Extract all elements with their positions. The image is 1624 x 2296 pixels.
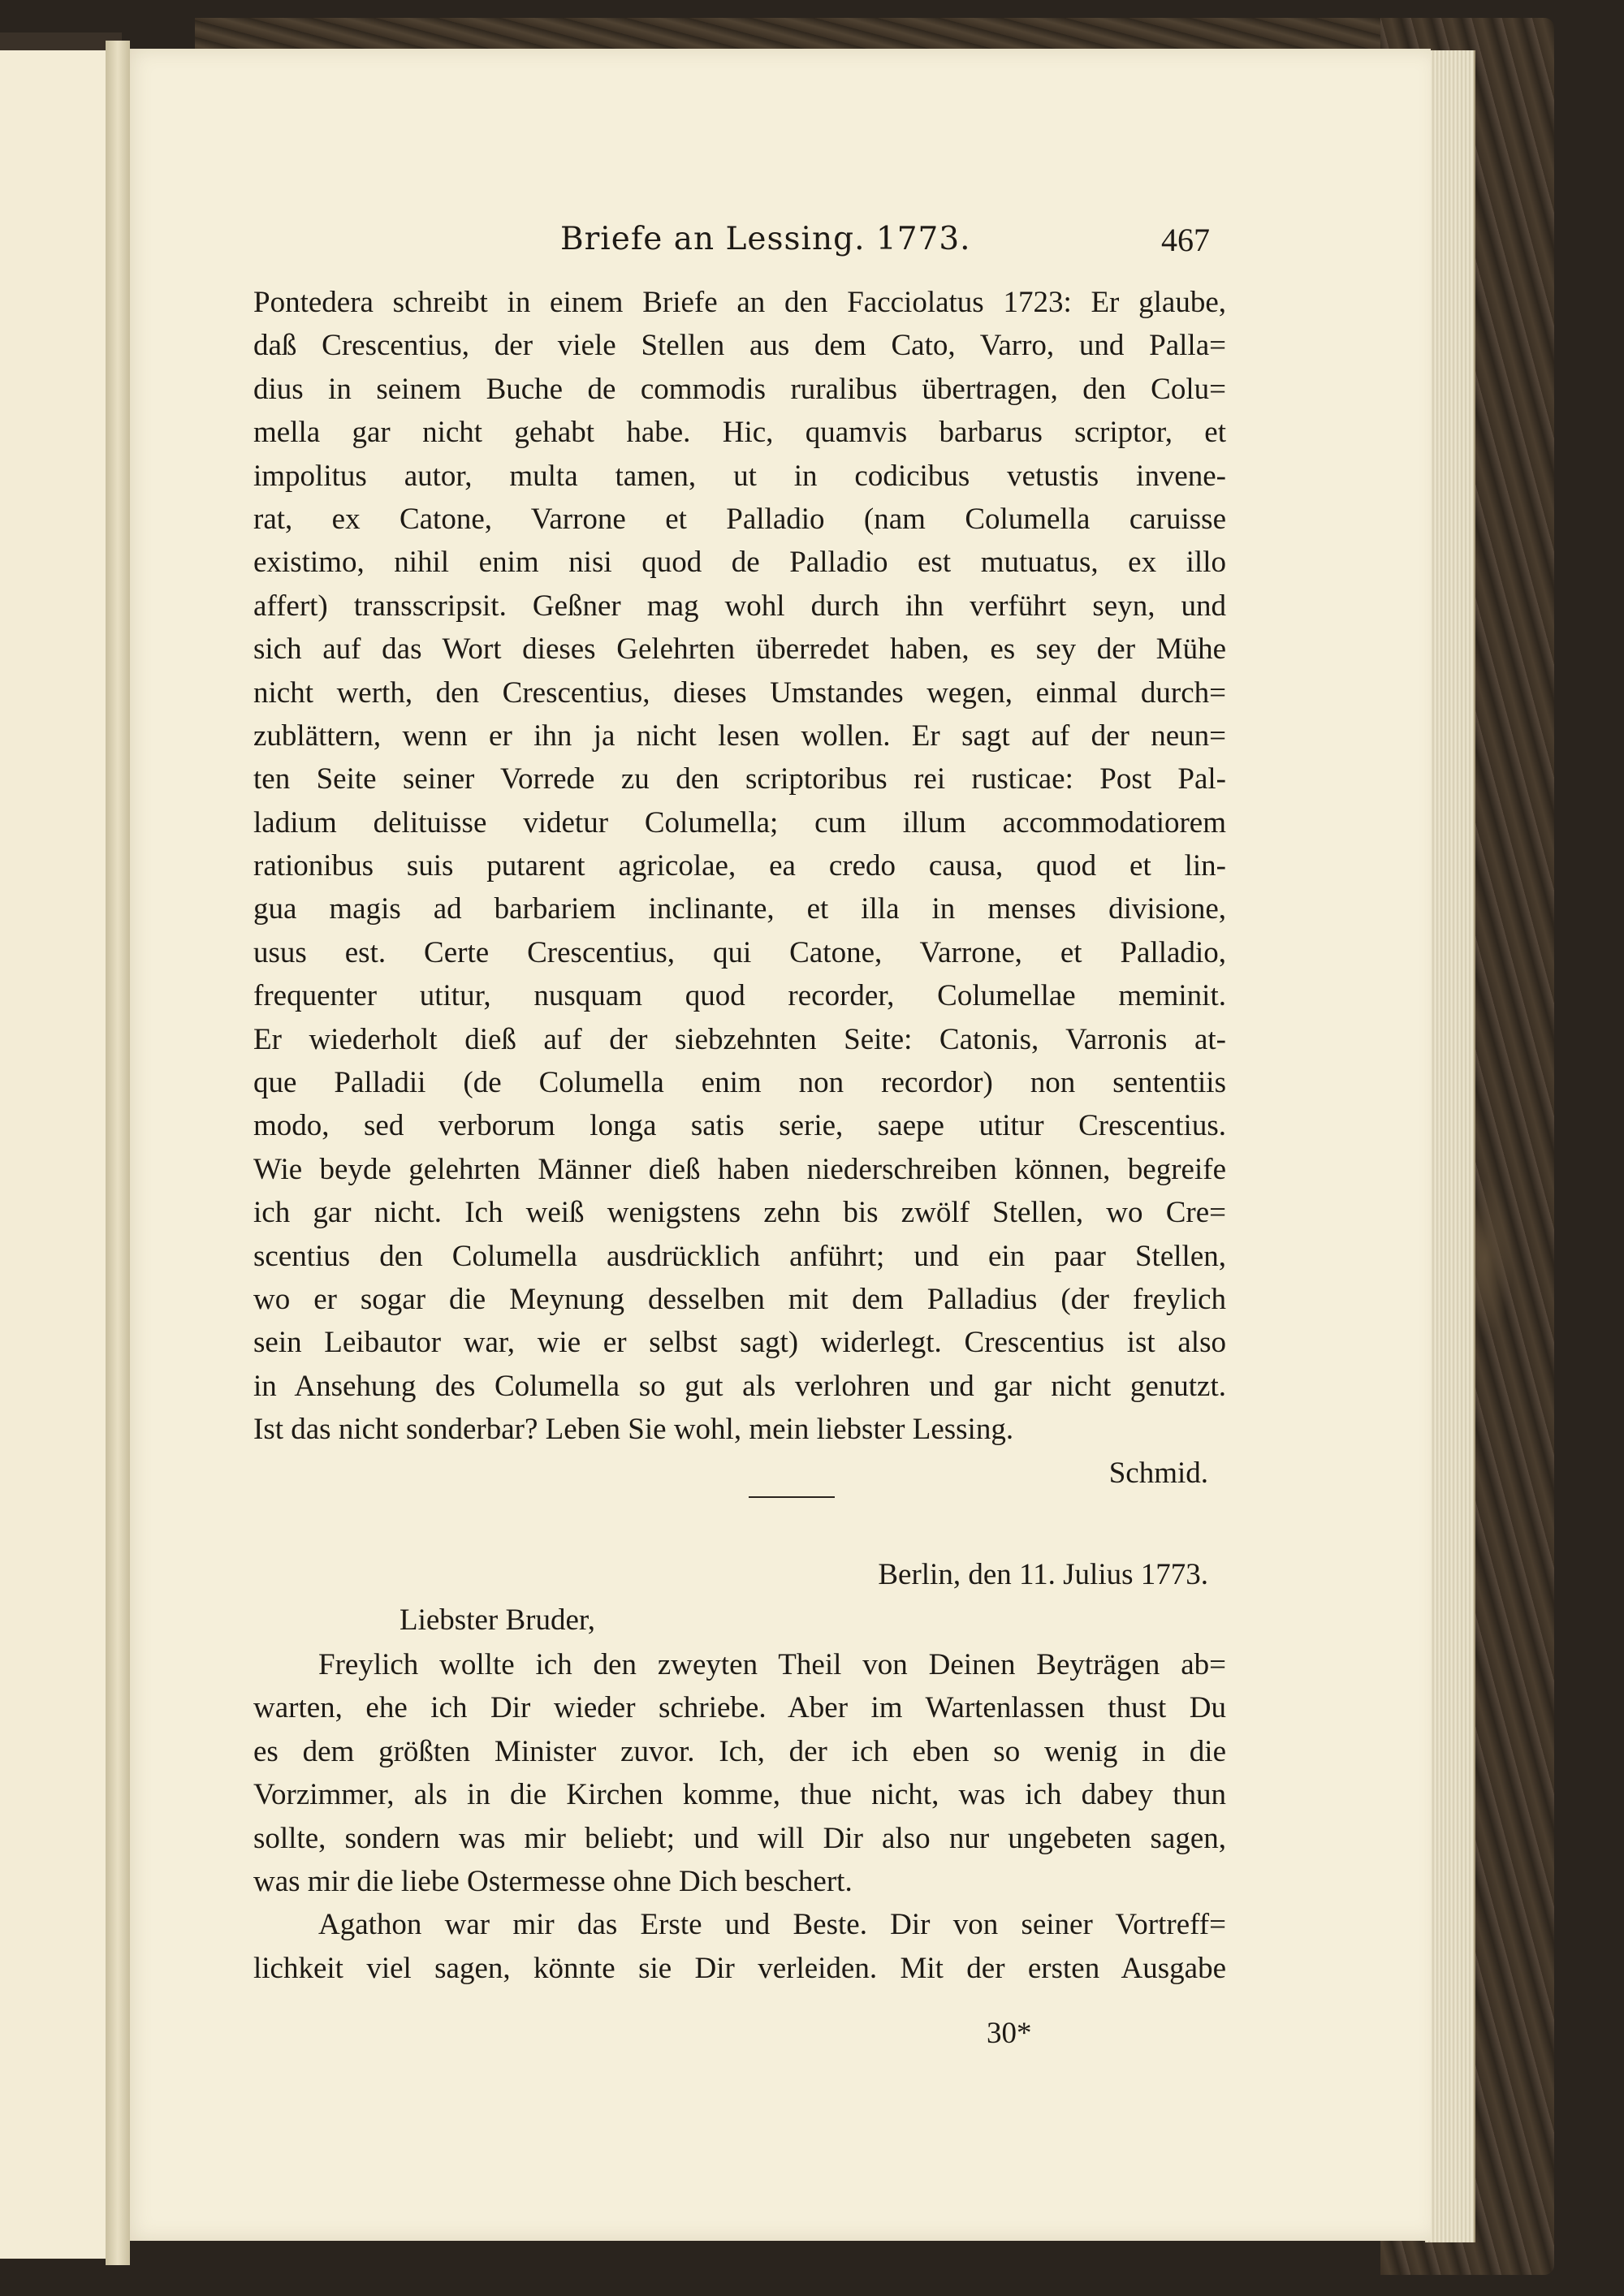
text-line: Ist das nicht sonderbar? Leben Sie wohl, mein liebster Lessing. — [253, 1413, 1014, 1447]
text-line: in Ansehung des Columella so gut als verlohren und gar nicht genutzt. — [253, 1369, 1226, 1403]
text-line: que Palladii (de Columella enim non recordor) non sententiis — [253, 1066, 1226, 1100]
text-line: gua magis ad barbariem inclinante, et illa in menses divisione, — [253, 892, 1226, 926]
text-line: warten, ehe ich Dir wieder schriebe. Aber im Wartenlassen thust Du — [253, 1691, 1226, 1725]
text-line: wo er sogar die Meynung desselben mit dem Palladius (der freylich — [253, 1282, 1226, 1316]
text-line: sich auf das Wort dieses Gelehrten überredet haben, es sey der Mühe — [253, 632, 1226, 667]
text-line: ich gar nicht. Ich weiß wenigstens zehn bis zwölf Stellen, wo Cre= — [253, 1196, 1226, 1230]
page-number: 467 — [1161, 222, 1210, 258]
facing-page-edge — [0, 50, 116, 2259]
text-line: zublättern, wenn er ihn ja nicht lesen wollen. Er sagt auf der neun= — [253, 719, 1226, 753]
section-divider — [749, 1496, 835, 1498]
text-line: nicht werth, den Crescentius, dieses Umstandes wegen, einmal durch= — [253, 675, 1226, 710]
text-line: scentius den Columella ausdrücklich anführt; und ein paar Stellen, — [253, 1239, 1226, 1273]
text-line: Er wiederholt dieß auf der siebzehnten Seite: Catonis, Varronis at- — [253, 1022, 1226, 1056]
text-line: lichkeit viel sagen, könnte sie Dir verleiden. Mit der ersten Ausgabe — [253, 1951, 1226, 1985]
text-line: affert) transscripsit. Geßner mag wohl durch ihn verführt seyn, und — [253, 589, 1226, 623]
text-line: Wie beyde gelehrten Männer dieß haben niederschreiben können, begreife — [253, 1152, 1226, 1186]
text-line: dius in seinem Buche de commodis ruralibus übertragen, den Colu= — [253, 372, 1226, 406]
text-line: was mir die liebe Ostermesse ohne Dich beschert. — [253, 1864, 853, 1898]
text-line: modo, sed verborum longa satis serie, saepe utitur Crescentius. — [253, 1109, 1226, 1143]
text-line: daß Crescentius, der viele Stellen aus dem Cato, Varro, und Palla= — [253, 329, 1226, 363]
text-line: ten Seite seiner Vorrede zu den scriptoribus rei rusticae: Post Pal- — [253, 762, 1226, 796]
letter-salutation: Liebster Bruder, — [400, 1603, 595, 1637]
letter-2-body — [253, 1552, 1226, 1990]
letter-1-body — [253, 281, 1226, 1495]
text-line: sollte, sondern was mir beliebt; und will Dir also nur ungebeten sagen, — [253, 1821, 1226, 1855]
text-line: sein Leibautor war, wie er selbst sagt) widerlegt. Crescentius ist also — [253, 1326, 1226, 1360]
page-block-edge — [1425, 50, 1475, 2242]
printer-signature-mark: 30* — [987, 2017, 1032, 2050]
text-line: usus est. Certe Crescentius, qui Catone, Varrone, et Palladio, — [253, 935, 1226, 969]
letter-dateline: Berlin, den 11. Julius 1773. — [878, 1558, 1208, 1591]
text-line: impolitus autor, multa tamen, ut in codicibus vetustis invene- — [253, 459, 1226, 493]
text-line: mella gar nicht gehabt habe. Hic, quamvis barbarus scriptor, et — [253, 416, 1226, 450]
text-line: rat, ex Catone, Varrone et Palladio (nam Columella caruisse — [253, 502, 1226, 536]
text-line: frequenter utitur, nusquam quod recorder, Columellae meminit. — [253, 979, 1226, 1013]
text-line: ladium delituisse videtur Columella; cum illum accommodatiorem — [253, 805, 1226, 839]
text-line: Freylich wollte ich den zweyten Theil von Deinen Beyträgen ab= — [318, 1648, 1226, 1681]
book-gutter — [106, 41, 130, 2265]
text-line: Vorzimmer, als in die Kirchen komme, thue nicht, was ich dabey thun — [253, 1778, 1226, 1812]
text-line: es dem größten Minister zuvor. Ich, der ich eben so wenig in die — [253, 1734, 1226, 1768]
letter-signature: Schmid. — [1108, 1456, 1208, 1490]
text-line: rationibus suis putarent agricolae, ea credo causa, quod et lin- — [253, 849, 1226, 883]
text-line: existimo, nihil enim nisi quod de Palladio est mutuatus, ex illo — [253, 546, 1226, 580]
running-head: Briefe an Lessing. 1773. — [560, 221, 971, 257]
text-line: Agathon war mir das Erste und Beste. Dir von seiner Vortreff= — [318, 1908, 1226, 1942]
text-line: Pontedera schreibt in einem Briefe an den Facciolatus 1723: Er glaube, — [253, 286, 1226, 319]
